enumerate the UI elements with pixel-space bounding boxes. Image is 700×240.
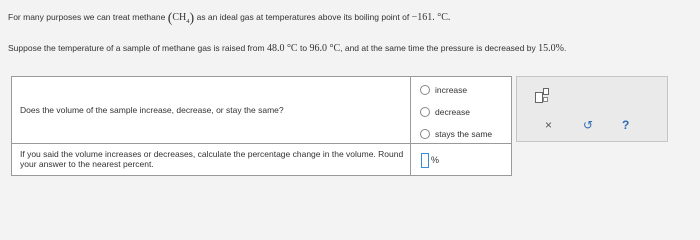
undo-icon[interactable]: ↺ — [583, 118, 594, 132]
temperature-initial: 48.0 °C — [266, 43, 298, 54]
boiling-point: −161. °C. — [411, 12, 451, 23]
scenario-part3: , and at the same time the pressure is decreased by — [340, 43, 536, 53]
question-percent-change: If you said the volume increases or decreases, calculate the percentage change in the volume. Round your answer to the nearest percent. — [20, 149, 404, 169]
scenario-part1: Suppose the temperature of a sample of methane gas is raised from — [8, 43, 265, 53]
superscript-tool-icon[interactable] — [535, 88, 561, 104]
option-decrease-label: decrease — [435, 107, 470, 117]
pressure-decrease-percent: 15.0% — [538, 43, 564, 54]
help-button[interactable]: ? — [622, 118, 630, 132]
question-row-volume-direction — [12, 77, 511, 144]
option-stays-the-same-label: stays the same — [435, 129, 493, 139]
answer-tools-panel — [516, 76, 668, 142]
radio-stays-the-same[interactable] — [420, 129, 430, 139]
question-table — [11, 76, 512, 176]
scenario-part2: to — [299, 43, 308, 53]
intro-text — [8, 11, 450, 27]
percent-unit: % — [431, 155, 440, 165]
temperature-final: 96.0 °C — [309, 43, 341, 54]
methane-formula: $(CH_4)$ — [167, 11, 195, 26]
option-stays-the-same[interactable] — [420, 129, 492, 139]
question-row-percent-change — [12, 143, 511, 176]
radio-decrease[interactable] — [420, 107, 430, 117]
question-volume-direction: Does the volume of the sample increase, decrease, or stay the same? — [20, 105, 284, 115]
intro-part1: For many purposes we can treat methane — [8, 12, 166, 22]
option-increase[interactable] — [420, 85, 467, 95]
scenario-text — [8, 43, 566, 54]
percent-change-input[interactable] — [421, 153, 429, 168]
option-decrease[interactable] — [420, 107, 470, 117]
option-increase-label: increase — [435, 85, 468, 95]
formula-subscript: 4 — [186, 18, 190, 25]
scenario-end: . — [563, 43, 567, 53]
radio-increase[interactable] — [420, 85, 430, 95]
formula-main: CH — [172, 12, 187, 23]
clear-button[interactable]: × — [545, 118, 553, 132]
intro-part2: as an ideal gas at temperatures above its boiling point of — [196, 12, 410, 22]
